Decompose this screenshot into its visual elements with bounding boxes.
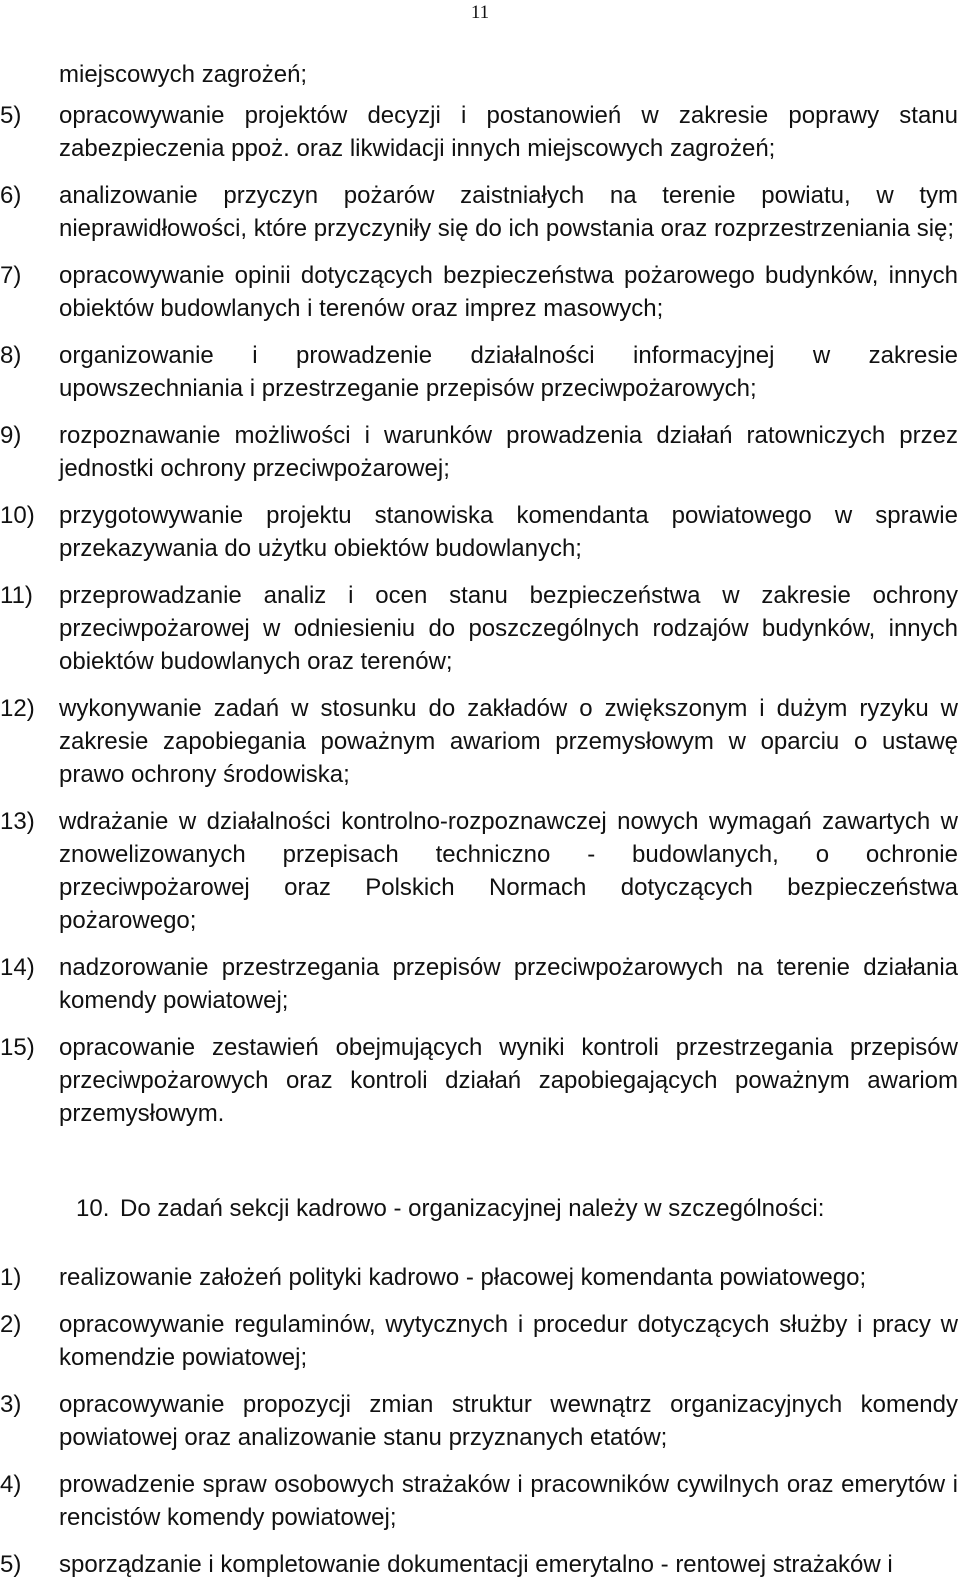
section-heading — [0, 1192, 958, 1225]
list-item-text: analizowanie przyczyn pożarów zaistniałych na terenie powiatu, w tym nieprawidłowości, które przyczyniły się do ich powstania oraz rozprzestrzeniania się; — [59, 182, 958, 242]
section-list-item — [0, 1388, 958, 1454]
list-item — [0, 499, 958, 565]
list-item-number: 2) — [0, 1311, 22, 1338]
list-item-text: opracowywanie projektów decyzji i postanowień w zakresie poprawy stanu zabezpieczenia ppoż. oraz likwidacji innych miejscowych zagrożeń; — [59, 102, 958, 162]
section-list-item — [0, 1261, 958, 1294]
list-item-text: opracowywanie regulaminów, wytycznych i procedur dotyczących służby i pracy w komendzie powiatowej; — [59, 1311, 958, 1371]
list-item-number: 11) — [0, 582, 33, 609]
list-item-number: 5) — [0, 102, 22, 129]
list-item-text: nadzorowanie przestrzegania przepisów przeciwpożarowych na terenie działania komendy powiatowej; — [59, 954, 958, 1014]
list-item-number: 9) — [0, 422, 22, 449]
list-item — [0, 99, 958, 165]
section-title: Do zadań sekcji kadrowo - organizacyjnej należy w szczególności: — [120, 1195, 825, 1222]
section-list-item — [0, 1308, 958, 1374]
list-item-number: 8) — [0, 342, 22, 369]
list-item-number: 14) — [0, 954, 35, 981]
list-item-text: przeprowadzanie analiz i ocen stanu bezpieczeństwa w zakresie ochrony przeciwpożarowej w odniesieniu do poszczególnych rodzajów budynków, innych obiektów budowlanych oraz terenów; — [59, 582, 958, 675]
list-item-text: wykonywanie zadań w stosunku do zakładów o zwiększonym i dużym ryzyku w zakresie zapobiegania poważnym awariom przemysłowym w oparciu o ustawę prawo ochrony środowiska; — [59, 695, 958, 788]
section-list-item — [0, 1468, 958, 1534]
list-item — [0, 805, 958, 937]
document-body — [0, 58, 958, 1595]
list-item — [0, 339, 958, 405]
list-item-text: przygotowywanie projektu stanowiska komendanta powiatowego w sprawie przekazywania do użytku obiektów budowlanych; — [59, 502, 958, 562]
list-item — [0, 259, 958, 325]
list-item — [0, 692, 958, 791]
list-item — [0, 1031, 958, 1130]
list-item-number: 15) — [0, 1034, 35, 1061]
list-item — [0, 579, 958, 678]
section-list-item — [0, 1548, 958, 1581]
list-item-number: 12) — [0, 695, 35, 722]
list-item-text: sporządzanie i kompletowanie dokumentacji emerytalno - rentowej strażaków i — [59, 1551, 893, 1578]
list-item-text: rozpoznawanie możliwości i warunków prowadzenia działań ratowniczych przez jednostki ochrony przeciwpożarowej; — [59, 422, 958, 482]
list-item-number: 6) — [0, 182, 22, 209]
list-item-number: 5) — [0, 1551, 22, 1578]
list-item-text: prowadzenie spraw osobowych strażaków i pracowników cywilnych oraz emerytów i rencistów komendy powiatowej; — [59, 1471, 958, 1531]
list-item — [0, 179, 958, 245]
list-item-text: wdrażanie w działalności kontrolno-rozpoznawczej nowych wymagań zawartych w znowelizowanych przepisach techniczno - budowlanych, o ochronie przeciwpożarowej oraz Polskich Normach dotyczących bezpieczeństwa pożarowego; — [59, 808, 958, 934]
list-item-number: 13) — [0, 808, 35, 835]
list-item-number: 3) — [0, 1391, 22, 1418]
list-item — [0, 951, 958, 1017]
list-item — [0, 419, 958, 485]
list-item-text: realizowanie założeń polityki kadrowo - płacowej komendanta powiatowego; — [59, 1264, 867, 1291]
list-item-text: opracowywanie opinii dotyczących bezpieczeństwa pożarowego budynków, innych obiektów budowlanych i terenów oraz imprez masowych; — [59, 262, 958, 322]
list-item-number: 7) — [0, 262, 22, 289]
continuation-text: miejscowych zagrożeń; — [59, 61, 308, 88]
list-item-text: opracowanie zestawień obejmujących wyniki kontroli przestrzegania przepisów przeciwpożarowych oraz kontroli działań zapobiegających poważnym awariom przemysłowym. — [59, 1034, 958, 1127]
page-number: 11 — [470, 2, 490, 23]
list-item-number: 10) — [0, 502, 35, 529]
list-item-text: organizowanie i prowadzenie działalności informacyjnej w zakresie upowszechniania i przestrzeganie przepisów przeciwpożarowych; — [59, 342, 958, 402]
list-item-text: opracowywanie propozycji zmian struktur wewnątrz organizacyjnych komendy powiatowej oraz analizowanie stanu przyznanych etatów; — [59, 1391, 958, 1451]
section-number: 10. — [76, 1195, 110, 1222]
list-item-number: 1) — [0, 1264, 22, 1291]
list-item-number: 4) — [0, 1471, 22, 1498]
